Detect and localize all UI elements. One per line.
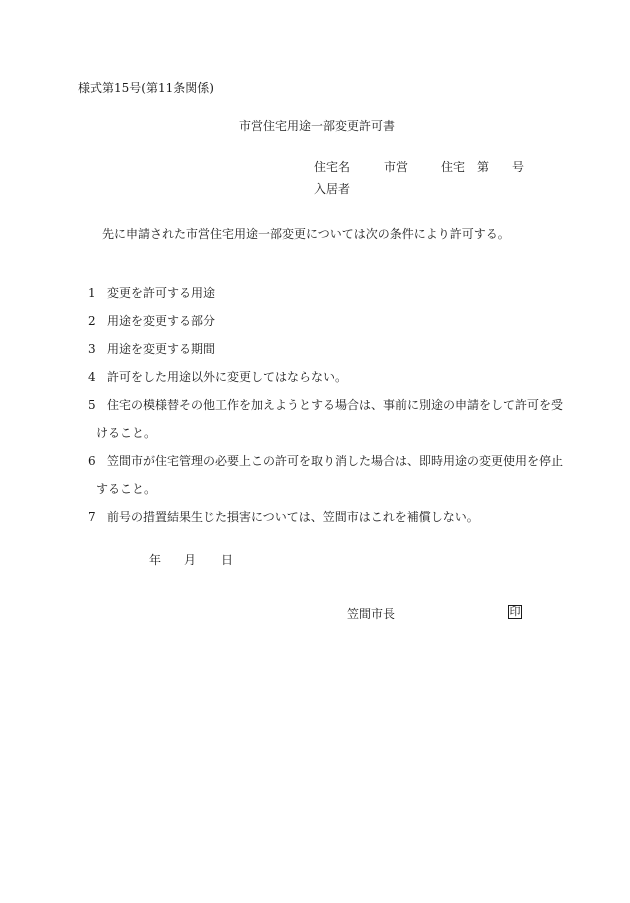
document-title-text: 市営住宅用途一部変更許可書 — [238, 119, 395, 133]
condition-text: 笠間市が住宅管理の必要上この許可を取り消した場合は、即時用途の変更使用を停止 — [107, 454, 564, 468]
intro-paragraph: 先に申請された市営住宅用途一部変更については次の条件により許可する。 — [102, 227, 510, 241]
condition-text: 変更を許可する用途 — [107, 286, 216, 300]
condition-number: 4 — [88, 370, 96, 384]
seal-stamp: 印 — [509, 605, 521, 618]
housing-name-label: 住宅名 — [314, 160, 351, 174]
date-year-label: 年 — [149, 553, 162, 567]
condition-text-continued: すること。 — [96, 482, 157, 496]
document-title — [0, 119, 630, 133]
condition-text-continued: けること。 — [96, 426, 157, 440]
housing-word-label: 住宅 — [441, 160, 466, 174]
condition-number: 5 — [88, 398, 96, 412]
condition-number: 2 — [88, 314, 96, 328]
condition-text: 用途を変更する部分 — [107, 314, 216, 328]
date-day-label: 日 — [221, 553, 234, 567]
housing-dai-label: 第 — [477, 160, 490, 174]
housing-city-label: 市営 — [384, 160, 409, 174]
condition-number: 7 — [88, 510, 96, 524]
date-month-label: 月 — [184, 553, 197, 567]
condition-text: 住宅の模様替その他工作を加えようとする場合は、事前に別途の申請をして許可を受 — [107, 398, 564, 412]
condition-number: 6 — [88, 454, 96, 468]
resident-label: 入居者 — [314, 182, 351, 196]
condition-text: 用途を変更する期間 — [107, 342, 216, 356]
housing-go-label: 号 — [512, 160, 525, 174]
form-number: 様式第15号(第11条関係) — [78, 81, 214, 95]
condition-text: 許可をした用途以外に変更してはならない。 — [107, 370, 348, 384]
condition-number: 1 — [88, 286, 96, 300]
mayor-signature-label: 笠間市長 — [347, 607, 396, 621]
condition-number: 3 — [88, 342, 96, 356]
condition-text: 前号の措置結果生じた損害については、笠間市はこれを補償しない。 — [107, 510, 479, 524]
